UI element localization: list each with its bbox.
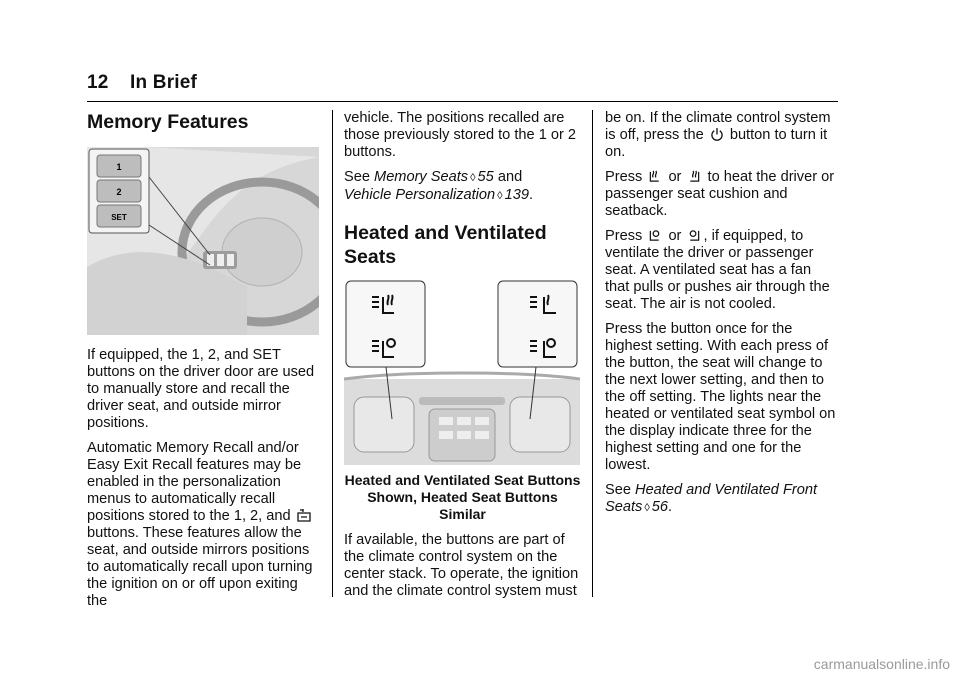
image-caption: Heated and Ventilated Seat Buttons Shown, Heated Seat Buttons Similar	[344, 472, 581, 522]
heated-seats-heading: Heated and Ventilated Seats	[344, 222, 547, 268]
column-1	[87, 110, 319, 610]
page-header	[87, 72, 197, 94]
memory-para-2	[87, 440, 319, 610]
header-rule	[87, 101, 838, 102]
reference-arrow-icon: ◊	[470, 172, 476, 184]
column-divider-2	[592, 110, 593, 597]
watermark: carmanualsonline.info	[813, 656, 950, 672]
vent-seat-para-end: , if equipped, to ventilate the driver or passenger seat. A ventilated seat has a fan that pulls or pushes air through the seat. The air is not cooled.	[605, 228, 830, 312]
heated-seat-driver-icon	[648, 170, 662, 183]
memory-button-1-label: 1	[116, 162, 122, 172]
ref-heated-ventilated-seats-page[interactable]: 56	[651, 499, 668, 515]
ref-vehicle-personalization-page[interactable]: 139	[504, 187, 529, 203]
ref-memory-seats-page[interactable]: 55	[477, 169, 494, 185]
press-label-2: Press	[605, 228, 643, 244]
see-prefix-2: See	[605, 482, 631, 498]
reference-arrow-icon: ◊	[497, 190, 503, 202]
or-label-2: or	[668, 228, 682, 244]
driver-door-image	[87, 147, 319, 335]
power-para	[605, 110, 838, 161]
heated-seat-passenger-icon	[687, 170, 701, 183]
see-also-heated: See Heated and Ventilated Front Seats ◊ 56.	[605, 482, 818, 515]
memory-features-heading: Memory Features	[87, 111, 249, 133]
ref-memory-seats[interactable]: Memory Seats	[374, 169, 469, 185]
or-label: or	[668, 169, 682, 185]
ref-heated-ventilated-seats[interactable]: Heated and Ventilated Front Seats	[605, 482, 818, 515]
ref-vehicle-personalization[interactable]: Vehicle Personalization	[344, 187, 496, 203]
ref-and: and	[497, 169, 523, 185]
memory-para-2-end: buttons. These features allow the seat, and outside mirrors positions to automatically recall upon turning the ignition on or off upon exiting the	[87, 525, 313, 609]
press-label: Press	[605, 169, 643, 185]
climate-control-image	[344, 279, 580, 465]
reference-arrow-icon: ◊	[644, 502, 650, 514]
see-also-refs: See Memory Seats ◊ 55 and Vehicle Personalization ◊ 139.	[344, 169, 534, 203]
memory-button-2-label: 2	[116, 187, 122, 197]
column-divider-1	[332, 110, 333, 597]
page-number: 12	[87, 72, 109, 93]
recall-para: vehicle. The positions recalled are those previously stored to the 1 or 2 buttons.	[344, 110, 577, 160]
exit-memory-icon	[297, 509, 311, 522]
power-icon	[710, 128, 724, 141]
memory-para-2-start: Automatic Memory Recall and/or Easy Exit Recall features may be enabled in the personalization menus to automatically recall positions stored to the 1, 2, and	[87, 440, 302, 524]
see-prefix: See	[344, 169, 370, 185]
power-para-start: be on. If the climate control system is off, press the	[605, 110, 831, 143]
settings-para: Press the button once for the highest setting. With each press of the button, the seat will change to the next lower setting, and then to the off setting. The lights near the heated or ventilated seat symbol on the display indicate three for the highest setting and one for the lowest.	[605, 321, 836, 473]
column-2	[344, 110, 581, 608]
heat-seat-para	[605, 169, 838, 220]
ventilated-seat-driver-icon	[648, 229, 662, 242]
heat-seat-para-end: to heat the driver or passenger seat cushion and seatback.	[605, 169, 835, 219]
power-para-end: button to turn it on.	[605, 127, 828, 160]
ventilated-seat-passenger-icon	[687, 229, 701, 242]
vent-seat-para	[605, 228, 838, 313]
climate-para: If available, the buttons are part of the climate control system on the center stack. To operate, the ignition and the climate control system must	[344, 532, 579, 599]
section-title: In Brief	[130, 72, 198, 93]
column-3	[605, 110, 838, 525]
memory-para-1: If equipped, the 1, 2, and SET buttons on the driver door are used to manually store and recall the driver seat, and outside mirror positions.	[87, 347, 315, 431]
memory-button-set-label: SET	[111, 213, 127, 222]
